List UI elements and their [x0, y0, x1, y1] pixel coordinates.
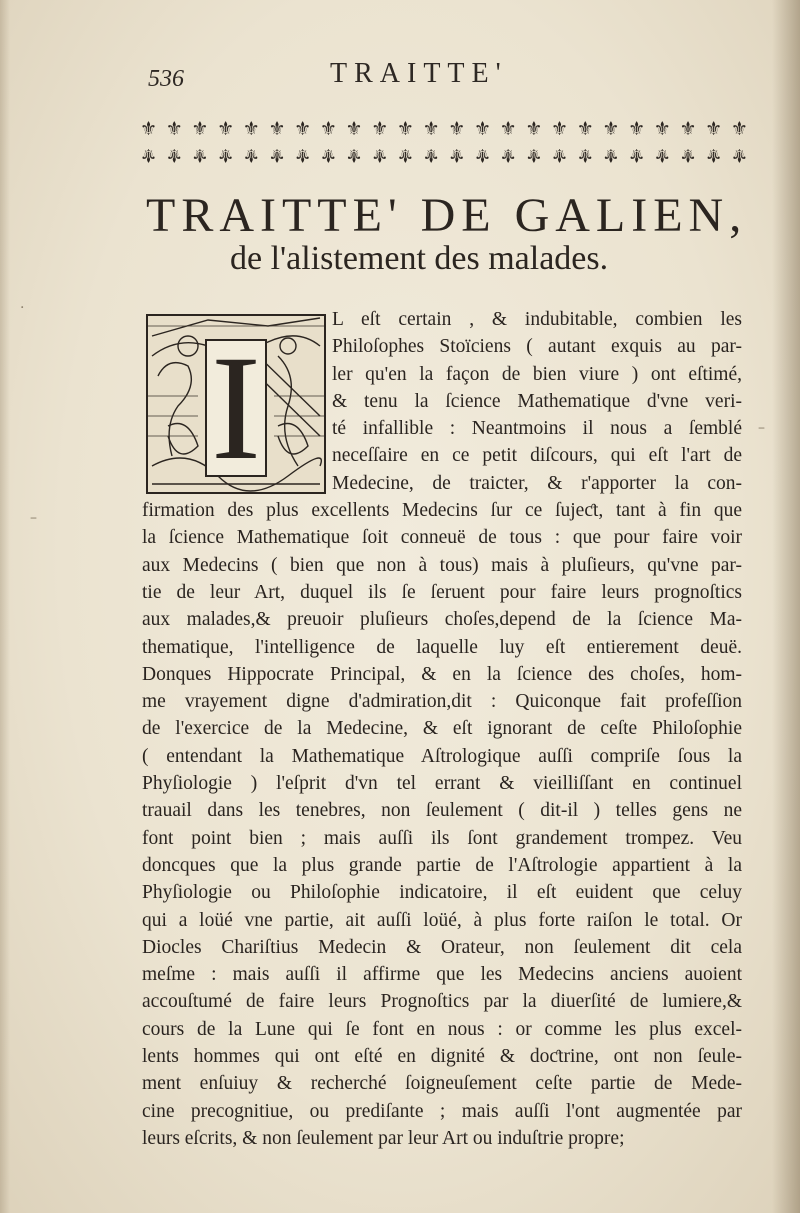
fleur-de-lis-icon: ⚜ [653, 144, 671, 166]
margin-mark-dash: – [30, 510, 37, 526]
margin-smudge: · [20, 300, 25, 316]
fleur-de-lis-icon: ⚜ [165, 144, 183, 166]
fleur-de-lis-icon: ⚜ [371, 118, 389, 140]
fleur-de-lis-icon: ⚜ [217, 118, 235, 140]
text-line: L eſt certain , & indubitable, combien les [332, 309, 742, 330]
fleur-de-lis-icon: ⚜ [294, 144, 312, 166]
chapter-title: TRAITTE' DE GALIEN, [146, 189, 748, 242]
running-head: TRAITTE' [330, 58, 508, 89]
fleur-de-lis-icon: ⚜ [396, 118, 414, 140]
text-line: Phyſiologie ) l'eſprit d'vn tel errant & vieilliſſant en continuel [142, 773, 742, 795]
fleur-de-lis-icon: ⚜ [473, 144, 491, 166]
text-line: ment enſuiuy & recherché ſoigneuſement ceſte partie de Mede- [142, 1073, 742, 1095]
text-line: Donques Hippocrate Principal, & en la ſcience des choſes, hom- [142, 663, 742, 685]
fleur-de-lis-icon: ⚜ [345, 118, 363, 140]
fleur-de-lis-icon: ⚜ [628, 118, 646, 140]
text-line: Diocles Chariſtius Medecin & Orateur, non ſeulement dit cela [142, 936, 742, 958]
fleur-de-lis-icon: ⚜ [653, 118, 671, 140]
fleur-de-lis-icon: ⚜ [191, 144, 209, 166]
fleur-de-lis-icon: ⚜ [396, 144, 414, 166]
fleur-de-lis-icon: ⚜ [319, 144, 337, 166]
fleur-de-lis-icon: ⚜ [473, 118, 491, 140]
page-edge-shading [0, 0, 10, 1213]
fleur-de-lis-icon: ⚜ [448, 118, 466, 140]
fleur-de-lis-icon: ⚜ [345, 144, 363, 166]
text-line: Philoſophes Stoïciens ( autant exquis au par- [332, 336, 742, 358]
fleur-de-lis-icon: ⚜ [268, 118, 286, 140]
fleur-de-lis-icon: ⚜ [602, 118, 620, 140]
text-line: ( entendant la Mathematique Aſtrologique auſſi compriſe ſous la [142, 745, 742, 767]
text-line: cours de la Lune qui ſe font en nous : or comme les plus excel- [142, 1018, 742, 1040]
text-line: meſme : mais auſſi il affirme que les Medecins anciens auoient [142, 964, 742, 986]
text-line: trauail dans les tenebres, non ſeulement ( dit-il ) telles gens ne [142, 800, 742, 822]
text-line: ler qu'en la façon de bien viure ) ont eſtimé, [332, 363, 742, 385]
fleur-de-lis-icon: ⚜ [140, 118, 158, 140]
drop-cap-letter: I [211, 325, 261, 491]
fleur-de-lis-icon: ⚜ [191, 118, 209, 140]
text-line: Phyſiologie ou Philoſophie indicatoire, il eſt euident que celuy [142, 882, 742, 904]
fleur-de-lis-icon: ⚜ [499, 144, 517, 166]
text-line: qui a loüé vne partie, ait auſſi loüé, à plus forte raiſon le total. Or [142, 909, 742, 931]
fleur-de-lis-icon: ⚜ [602, 144, 620, 166]
fleur-de-lis-icon: ⚜ [730, 118, 748, 140]
text-line: thematique, l'intelligence de laquelle luy eſt entierement deuë. [142, 636, 742, 658]
fleur-de-lis-icon: ⚜ [705, 144, 723, 166]
text-line: té infallible : Neantmoins il nous a ſemblé [332, 418, 742, 440]
text-line: neceſſaire en ce petit diſcours, qui eſt l'art de [332, 445, 742, 467]
fleur-de-lis-icon: ⚜ [705, 118, 723, 140]
fleur-de-lis-icon: ⚜ [730, 144, 748, 166]
fleur-de-lis-icon: ⚜ [525, 144, 543, 166]
fleur-de-lis-icon: ⚜ [242, 118, 260, 140]
fleur-de-lis-icon: ⚜ [448, 144, 466, 166]
fleur-de-lis-icon: ⚜ [525, 118, 543, 140]
text-line: me vrayement digne d'admiration,dit : Quiconque fait profeſſion [142, 691, 742, 713]
body-text [142, 306, 742, 1152]
fleur-de-lis-icon: ⚜ [140, 144, 158, 166]
fleur-de-lis-icon: ⚜ [679, 118, 697, 140]
fleur-de-lis-icon: ⚜ [551, 144, 569, 166]
text-line: Medecine, de traicter, & r'apporter la con- [332, 472, 742, 494]
text-line: & tenu la ſcience Mathematique d'vne veri- [332, 390, 742, 412]
fleur-de-lis-icon: ⚜ [679, 144, 697, 166]
fleur-de-lis-icon: ⚜ [371, 144, 389, 166]
fleur-de-lis-icon: ⚜ [628, 144, 646, 166]
text-line: de l'exercice de la Medecine, & eſt ignorant de ceſte Philoſophie [142, 718, 742, 740]
fleur-de-lis-icon: ⚜ [422, 144, 440, 166]
text-line: accouſtumé de faire leurs Prognoſtics par la diuerſité de lumiere,& [142, 991, 742, 1013]
text-line: leurs eſcrits, & non ſeulement par leur Art ou induſtrie propre; [142, 1127, 625, 1149]
fleuron-border [140, 116, 748, 178]
text-line: font point bien ; mais auſſi ils ſont grandement trompez. Veu [142, 827, 742, 849]
fleur-de-lis-icon: ⚜ [551, 118, 569, 140]
text-line: la ſcience Mathematique ſoit conneuë de tous : que pour faire voir [142, 527, 742, 549]
fleur-de-lis-icon: ⚜ [576, 144, 594, 166]
fleur-de-lis-icon: ⚜ [165, 118, 183, 140]
fleur-de-lis-icon: ⚜ [268, 144, 286, 166]
fleur-de-lis-icon: ⚜ [422, 118, 440, 140]
chapter-subtitle: de l'aliѕtement des malades. [230, 240, 609, 277]
text-line: tie de leur Art, duquel ils ſe ſeruent pour faire leurs prognoſtics [142, 581, 742, 603]
text-line: aux Medecins ( bien que non à tous) mais à pluſieurs, qu'vne par- [142, 554, 742, 576]
text-line: aux malades,& preuoir pluſieurs choſes,depend de la ſcience Ma- [142, 609, 742, 631]
fleur-de-lis-icon: ⚜ [576, 118, 594, 140]
page-number: 536 [148, 66, 184, 92]
text-line: firmation des plus excellents Medecins ſur ce ſujeƈt, tant à fin que [142, 500, 742, 522]
fleur-de-lis-icon-row [140, 116, 748, 142]
fleur-de-lis-icon: ⚜ [499, 118, 517, 140]
fleur-de-lis-icon: ⚜ [319, 118, 337, 140]
text-line: cine precognitiue, ou prediſante ; mais auſſi l'ont augmentée par [142, 1100, 742, 1122]
margin-mark-dash: – [758, 420, 765, 436]
fleur-de-lis-icon: ⚜ [242, 144, 260, 166]
fleur-de-lis-icon: ⚜ [294, 118, 312, 140]
text-line: doncques que la plus grande partie de l'Aſtrologie appartient à la [142, 854, 742, 876]
gutter-shadow [772, 0, 800, 1213]
fleur-de-lis-icon-row [140, 142, 748, 168]
text-line: lents hommes qui ont eſté en dignité & doƈtrine, ont non ſeule- [142, 1046, 742, 1068]
fleur-de-lis-icon: ⚜ [217, 144, 235, 166]
